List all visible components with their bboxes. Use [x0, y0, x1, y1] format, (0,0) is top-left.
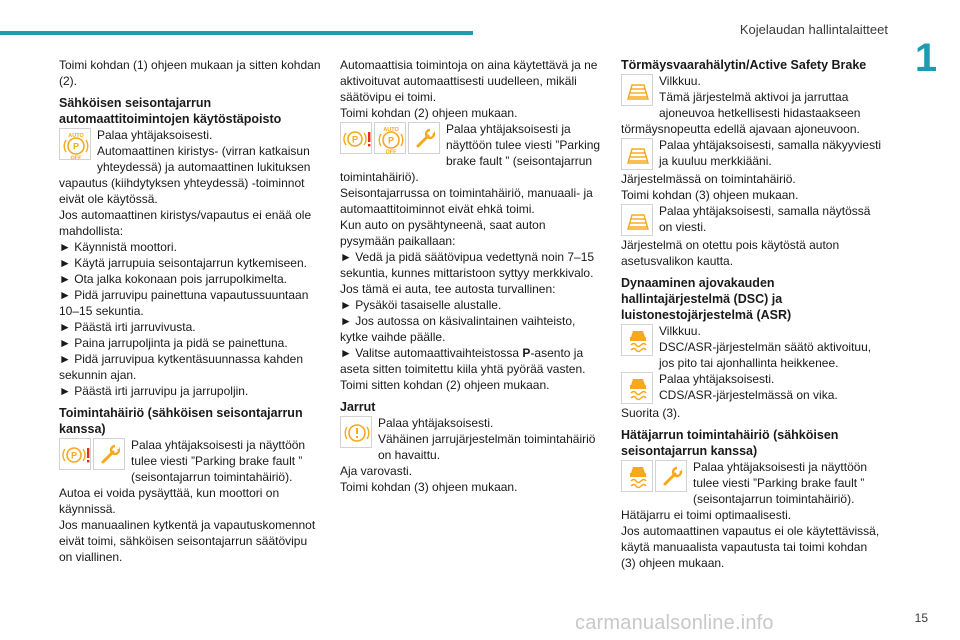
intro-paragraph: Toimi kohdan (1) ohjeen mukaan ja sitten kohdan (2).	[59, 58, 321, 88]
indicator-block-dsc-2: Palaa yhtäjaksoisesti. CDS/ASR-järjestelmässä on vika.	[621, 371, 883, 405]
wrench-icon	[408, 122, 440, 154]
heading-auto-functions-off: Sähköisen seisontajarrun automaattitoimintojen käytöstäpoisto	[59, 96, 282, 126]
indicator-block-auto-off: Palaa yhtäjaksoisesti. Automaattinen kiristys- (virran katkaisun yhteydessä) ja automaattinen lukituksen vapautus (kiihdytyksen yhteydessä) -toiminnot eivät ole käytössä.	[59, 128, 311, 206]
auto-off-icon	[374, 122, 406, 154]
heading-dsc-asr: Dynaaminen ajovakauden hallintajärjestelmä (DSC) ja luistonestojärjestelmä (ASR)	[621, 276, 792, 322]
chapter-number: 1	[914, 36, 938, 80]
collision-warning-icon	[621, 74, 653, 106]
stability-control-icon	[621, 324, 653, 356]
brake-circle-icon	[340, 416, 372, 448]
section-title: Kojelaudan hallintalaitteet	[739, 22, 888, 37]
indicator-block-collision-3: Palaa yhtäjaksoisesti, samalla näytössä on viesti.	[621, 203, 883, 237]
step: ► Päästä irti jarruvipu ja jarrupoljin.	[59, 384, 249, 398]
step: ► Käynnistä moottori.	[59, 240, 177, 254]
heading-brakes: Jarrut	[340, 400, 376, 414]
step: ► Vedä ja pidä säätövipua vedettynä noin 7–15 sekuntia, kunnes mittaristoon syttyy merkkivalo.	[340, 250, 595, 280]
step: ► Pidä jarruvipu painettuna vapautussuuntaan 10–15 sekuntia.	[59, 288, 309, 318]
brake-warning-icon	[59, 438, 91, 470]
page-number: 15	[914, 611, 928, 625]
indicator-block-dsc-1: Vilkkuu. DSC/ASR-järjestelmän säätö aktivoituu, jos pito tai ajonhallinta heikkenee.	[621, 323, 883, 371]
step: ► Jos autossa on käsivalintainen vaihteisto, kytke vaihde päälle.	[340, 314, 576, 344]
step: ► Paina jarrupoljinta ja pidä se painettuna.	[59, 336, 288, 350]
column-middle: Automaattisia toimintoja on aina käytettävä ja ne aktivoituvat automaattisesti uudelleen, mikäli säätövipu ei toimi. Toimi kohdan (2) ohjeen mukaan. Palaa yhtäjaksoisesti ja näyttöön tulee viesti ”Parking brake fault ” (seisontajarrun toimintahäiriö). Seisontajarrussa on toimintahäiriö, manuaali- ja automaattitoiminnot eivät ehkä toimi. Kun auto on pysähtyneenä, saat auton pysymään paikallaan: ► Vedä ja pidä säätövipua vedettynä noin 7–15 sekuntia, kunnes mittaristoon syttyy merkkivalo. Jos tämä ei auta, tee autosta turvallinen: ► Pysäköi tasaiselle alustalle. ► Jos autossa on käsivalintainen vaihteisto, kytke vaihde päälle. ► Valitse automaattivaihteistossa P-asento ja aseta sitten toimitettu kiila yhtä pyörää vasten. Toimi sitten kohdan (2) ohjeen mukaan. Jarrut Palaa yhtäjaksoisesti. Vähäinen jarrujärjestelmän toimintahäiriö on havaittu. Aja varovasti. Toimi kohdan (3) ohjeen mukaan.	[340, 58, 601, 494]
step: ► Pidä jarruvipua kytkentäsuunnassa kahden sekunnin ajan.	[59, 352, 304, 382]
brake-warning-icon	[340, 122, 372, 154]
indicator-block-brake-fault: Palaa yhtäjaksoisesti ja näyttöön tulee viesti ”Parking brake fault ” (seisontajarrun toimintahäiriö).	[59, 437, 321, 485]
collision-warning-icon	[621, 138, 653, 170]
column-right: Törmäysvaarahälytin/Active Safety Brake Vilkkuu. Tämä järjestelmä aktivoi ja jarruttaa ajoneuvoa hetkellisesti hidastaakseen törmäysnopeutta edellä ajavaan ajoneuvoon. Palaa yhtäjaksoisesti, samalla näkyyviesti ja kuuluu merkkiääni. Järjestelmässä on toimintahäiriö. Toimi kohdan (3) ohjeen mukaan. Palaa yhtäjaksoisesti, samalla näytössä on viesti. Järjestelmä on otettu pois käytöstä auton asetusvalikon kautta. Dynaaminen ajovakauden hallintajärjestelmä (DSC) ja luistonestojärjestelmä (ASR) Vilkkuu. DSC/ASR-järjestelmän säätö aktivoituu, jos pito tai ajonhallinta heikkenee. Palaa yhtäjaksoisesti. CDS/ASR-järjestelmässä on vika. Suorita (3). Hätäjarrun toimintahäiriö (sähköisen seisontajarrun kanssa) Palaa yhtäjaksoisesti ja näyttöön tulee viesti ”Parking brake fault ” (seisontajarrun toimintahäiriö). Hätäjarru ei toimi optimaalisesti. Jos automaattinen vapautus ei ole käytettävissä, käytä manuaalista vapautusta tai toimi kohdan (3) ohjeen mukaan.	[621, 58, 882, 570]
stability-control-icon	[621, 460, 653, 492]
indicator-block-collision-2: Palaa yhtäjaksoisesti, samalla näkyyviesti ja kuuluu merkkiääni.	[621, 137, 883, 171]
step: ► Pysäköi tasaiselle alustalle.	[340, 298, 502, 312]
indicator-block-emergency-brake: Palaa yhtäjaksoisesti ja näyttöön tulee viesti ”Parking brake fault ” (seisontajarrun toimintahäiriö).	[621, 459, 883, 507]
step: ► Käytä jarrupuia seisontajarrun kytkemiseen.	[59, 256, 307, 270]
auto-off-icon	[59, 128, 91, 160]
indicator-block-brake-fault-2: Palaa yhtäjaksoisesti ja näyttöön tulee viesti ”Parking brake fault ” (seisontajarrun toimintahäiriö).	[340, 122, 601, 184]
watermark: carmanualsonline.info	[575, 612, 774, 634]
stability-control-icon	[621, 372, 653, 404]
heading-collision-warning: Törmäysvaarahälytin/Active Safety Brake	[621, 58, 867, 72]
indicator-block-collision-1: Vilkkuu. Tämä järjestelmä aktivoi ja jarruttaa ajoneuvoa hetkellisesti hidastaakseen törmäysnopeutta edellä ajavaan ajoneuvoon.	[621, 74, 861, 136]
indicator-block-brakes: Palaa yhtäjaksoisesti. Vähäinen jarrujärjestelmän toimintahäiriö on havaittu.	[340, 415, 602, 463]
step: ► Ota jalka kokonaan pois jarrupolkimelta.	[59, 272, 287, 286]
collision-warning-icon	[621, 204, 653, 236]
heading-emergency-brake-fault: Hätäjarrun toimintahäiriö (sähköisen seisontajarrun kanssa)	[621, 428, 839, 458]
column-left: Toimi kohdan (1) ohjeen mukaan ja sitten kohdan (2). Sähköisen seisontajarrun automaattitoimintojen käytöstäpoisto Palaa yhtäjaksoisesti. Automaattinen kiristys- (virran katkaisun yhteydessä) ja automaattinen lukituksen vapautus (kiihdytyksen yhteydessä) -toiminnot eivät ole käytössä. Jos automaattinen kiristys/vapautus ei enää ole mahdollista: ► Käynnistä moottori. ► Käytä jarrupuia seisontajarrun kytkemiseen. ► Ota jalka kokonaan pois jarrupolkimelta. ► Pidä jarruvipu painettuna vapautussuuntaan 10–15 sekuntia. ► Päästä irti jarruvivusta. ► Paina jarrupoljinta ja pidä se painettuna. ► Pidä jarruvipua kytkentäsuunnassa kahden sekunnin ajan. ► Päästä irti jarruvipu ja jarrupoljin. Toimintahäiriö (sähköisen seisontajarrun kanssa) Palaa yhtäjaksoisesti ja näyttöön tulee viesti ”Parking brake fault ” (seisontajarrun toimintahäiriö). Autoa ei voida pysäyttää, kun moottori on käynnissä. Jos manuaalinen kytkentä ja vapautuskomennot eivät toimi, sähköisen seisontajarrun säätövipu on viallinen.	[59, 58, 321, 564]
step: ► Päästä irti jarruvivusta.	[59, 320, 196, 334]
heading-parking-brake-fault: Toimintahäiriö (sähköisen seisontajarrun kanssa)	[59, 406, 303, 436]
step: ► Valitse automaattivaihteistossa P-asento ja aseta sitten toimitettu kiila yhtä pyörää vasten.	[340, 346, 586, 376]
wrench-icon	[93, 438, 125, 470]
header-accent-bar	[0, 31, 473, 35]
wrench-icon	[655, 460, 687, 492]
